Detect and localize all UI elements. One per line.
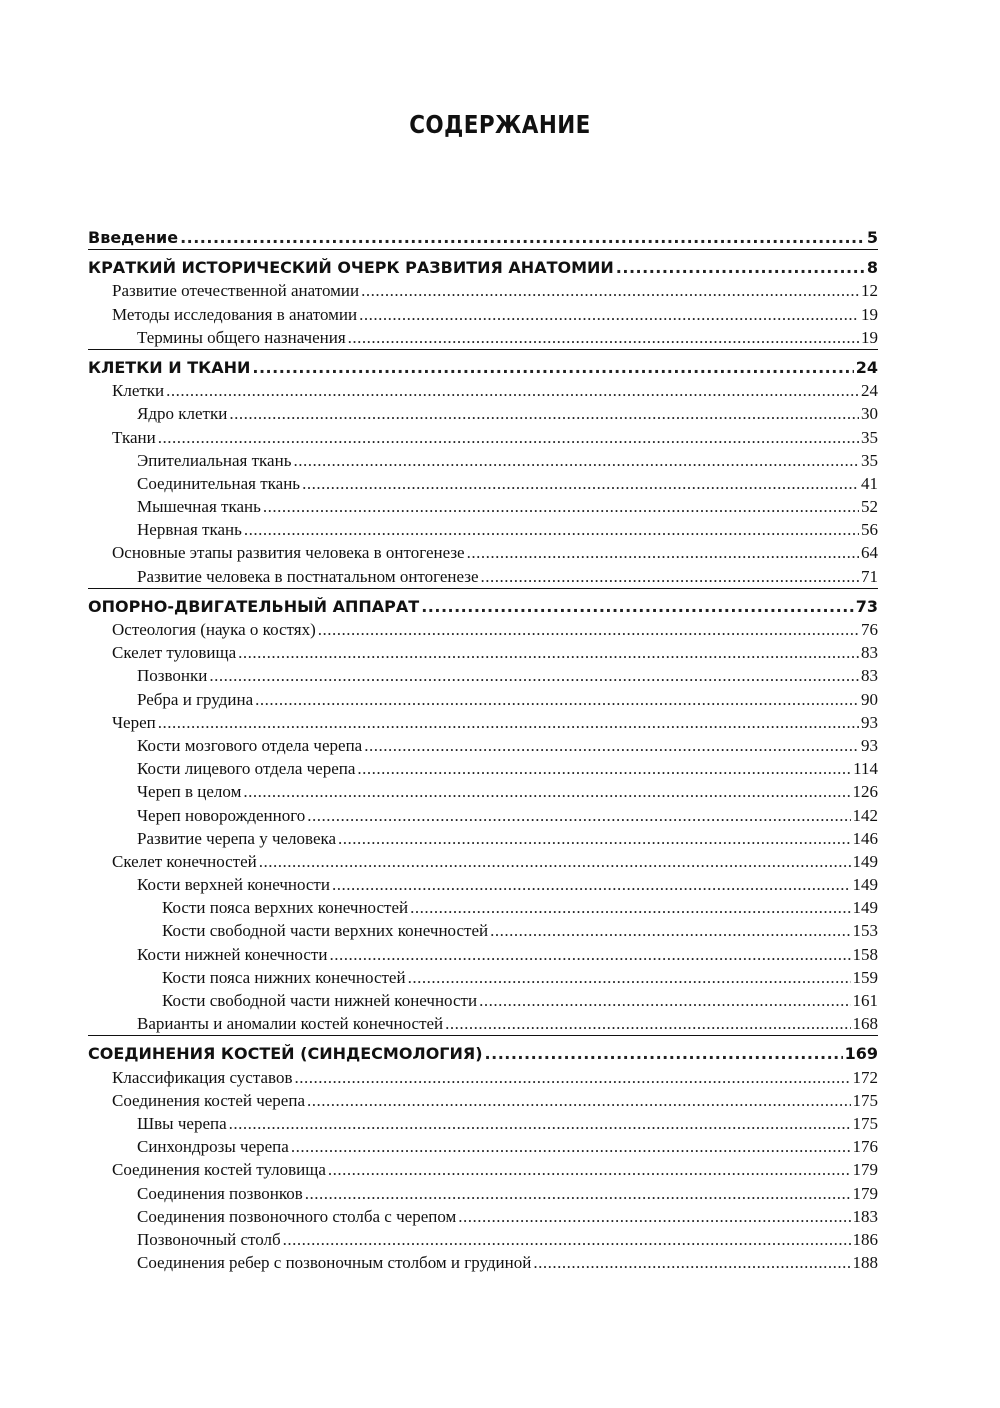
toc-entry[interactable] bbox=[88, 303, 878, 326]
toc-entry-label: Термины общего назначения bbox=[137, 327, 346, 347]
toc-entry-label: Кости свободной части нижней конечности bbox=[162, 991, 478, 1010]
toc-entry-page: 149 bbox=[852, 875, 878, 895]
toc-entry-page: 12 bbox=[861, 281, 878, 301]
toc-entry-page: 71 bbox=[861, 566, 878, 586]
dot-leader bbox=[408, 966, 851, 989]
toc-entry-label: Соединения ребер с позвоночным столбом и грудиной bbox=[137, 1253, 532, 1273]
dot-leader bbox=[307, 1089, 851, 1112]
dot-leader bbox=[490, 919, 850, 942]
dot-leader bbox=[255, 688, 859, 711]
dot-leader bbox=[229, 402, 859, 425]
toc-entry-page: 161 bbox=[852, 991, 878, 1010]
toc-entry-page: 169 bbox=[844, 1044, 878, 1064]
toc-entry[interactable] bbox=[88, 896, 878, 919]
toc-entry-label: Кости свободной части верхних конечностей bbox=[162, 921, 489, 941]
toc-entry-label: Ребра и грудина bbox=[137, 689, 254, 709]
dot-leader bbox=[166, 379, 859, 402]
dot-leader bbox=[158, 711, 859, 734]
toc-entry-label: Нервная ткань bbox=[137, 520, 242, 540]
toc-entry-page: 188 bbox=[852, 1253, 878, 1273]
toc-entry-label: Остеология (наука о костях) bbox=[112, 620, 316, 639]
dot-leader bbox=[421, 595, 854, 618]
toc-entry-label: Соединения костей туловища bbox=[112, 1160, 326, 1180]
toc-entry-label: Соединения позвоночного столба с черепом bbox=[137, 1206, 457, 1226]
toc-entry[interactable] bbox=[88, 472, 878, 495]
dot-leader bbox=[244, 518, 859, 541]
dot-leader bbox=[293, 449, 859, 472]
toc-entry-label: ОПОРНО-ДВИГАТЕЛЬНЫЙ АППАРАТ bbox=[88, 596, 420, 616]
toc-entry-page: 176 bbox=[852, 1137, 878, 1157]
toc-entry-label: Позвоночный столб bbox=[137, 1229, 281, 1249]
toc-entry-page: 76 bbox=[861, 620, 878, 639]
toc-entry[interactable] bbox=[88, 618, 878, 641]
dot-leader bbox=[283, 1228, 851, 1251]
toc-entry-label: Развитие отечественной анатомии bbox=[112, 281, 360, 301]
dot-leader bbox=[458, 1205, 850, 1228]
toc-entry-label: КРАТКИЙ ИСТОРИЧЕСКИЙ ОЧЕРК РАЗВИТИЯ АНАТОМИИ bbox=[88, 258, 614, 278]
dot-leader bbox=[332, 873, 851, 896]
toc-entry-page: 24 bbox=[855, 357, 878, 377]
toc-entry[interactable] bbox=[88, 1066, 878, 1089]
toc-entry-label: Кости пояса верхних конечностей bbox=[162, 898, 409, 918]
toc-entry-page: 146 bbox=[852, 828, 878, 848]
toc-entry-page: 93 bbox=[861, 735, 878, 755]
toc-entry-page: 35 bbox=[861, 427, 878, 447]
toc-entry[interactable] bbox=[88, 565, 878, 589]
toc-entry-page: 149 bbox=[852, 851, 878, 871]
toc-entry-label: Развитие черепа у человека bbox=[137, 828, 337, 848]
toc-entry[interactable] bbox=[88, 919, 878, 942]
dot-leader bbox=[243, 780, 850, 803]
dot-leader bbox=[364, 734, 859, 757]
toc-section-entry[interactable] bbox=[88, 595, 878, 618]
toc-entry-label: Череп bbox=[112, 712, 156, 732]
dot-leader bbox=[348, 326, 859, 349]
toc-entry[interactable] bbox=[88, 850, 878, 873]
toc-entry[interactable] bbox=[88, 1158, 878, 1181]
toc-entry[interactable] bbox=[88, 1135, 878, 1158]
dot-leader bbox=[291, 1135, 851, 1158]
dot-leader bbox=[302, 472, 859, 495]
toc-entry[interactable] bbox=[88, 1012, 878, 1036]
toc-entry[interactable] bbox=[88, 734, 878, 757]
toc-entry-label: Ядро клетки bbox=[137, 404, 228, 424]
toc-entry-page: 158 bbox=[852, 944, 878, 964]
toc-entry[interactable] bbox=[88, 1182, 878, 1205]
toc-entry[interactable] bbox=[88, 827, 878, 850]
toc-entry-label: Классификация суставов bbox=[112, 1067, 293, 1087]
toc-entry-page: 172 bbox=[852, 1067, 878, 1087]
toc-entry[interactable] bbox=[88, 641, 878, 664]
dot-leader bbox=[467, 541, 859, 564]
dot-leader bbox=[263, 495, 859, 518]
toc-entry-label: Клетки bbox=[112, 381, 165, 401]
toc-entry[interactable] bbox=[88, 495, 878, 518]
toc-entry[interactable] bbox=[88, 1205, 878, 1228]
toc-entry-page: 183 bbox=[852, 1206, 878, 1226]
toc-entry[interactable] bbox=[88, 780, 878, 803]
toc-entry-page: 114 bbox=[853, 759, 878, 779]
toc-entry[interactable] bbox=[88, 664, 878, 687]
toc-entry-page: 35 bbox=[861, 450, 878, 470]
dot-leader bbox=[445, 1012, 850, 1035]
toc-entry-label: Основные этапы развития человека в онтогенезе bbox=[112, 543, 465, 563]
toc-entry-label: Мышечная ткань bbox=[137, 497, 261, 517]
dot-leader bbox=[533, 1251, 850, 1274]
toc-section-entry[interactable] bbox=[88, 256, 878, 279]
toc-entry-page: 175 bbox=[852, 1090, 878, 1110]
toc-section-entry[interactable] bbox=[88, 226, 878, 250]
dot-leader bbox=[329, 943, 850, 966]
toc-section-entry[interactable] bbox=[88, 1042, 878, 1065]
toc-entry-page: 83 bbox=[861, 666, 878, 686]
dot-leader bbox=[305, 1182, 851, 1205]
toc-entry[interactable] bbox=[88, 326, 878, 350]
dot-leader bbox=[318, 618, 859, 641]
toc-entry-page: 186 bbox=[852, 1229, 878, 1249]
toc-entry-label: Череп новорожденного bbox=[137, 805, 306, 825]
toc-entry-page: 52 bbox=[861, 497, 878, 517]
toc-entry-page: 30 bbox=[861, 404, 878, 424]
toc-entry-page: 175 bbox=[852, 1113, 878, 1133]
toc-entry-page: 8 bbox=[866, 258, 878, 278]
toc-entry-label: Кости мозгового отдела черепа bbox=[137, 735, 363, 755]
dot-leader bbox=[359, 303, 859, 326]
page-title: СОДЕРЖАНИЕ bbox=[409, 110, 591, 139]
dot-leader bbox=[357, 757, 851, 780]
toc-entry-label: Скелет конечностей bbox=[112, 851, 257, 871]
toc-entry[interactable] bbox=[88, 541, 878, 564]
toc-entry[interactable] bbox=[88, 804, 878, 827]
toc-entry[interactable] bbox=[88, 873, 878, 896]
dot-leader bbox=[616, 256, 865, 279]
toc-entry-label: Методы исследования в анатомии bbox=[112, 304, 358, 324]
dot-leader bbox=[180, 226, 865, 249]
dot-leader bbox=[481, 565, 859, 588]
toc-entry-label: Швы черепа bbox=[137, 1113, 227, 1133]
toc-entry-page: 19 bbox=[861, 327, 878, 347]
dot-leader bbox=[361, 279, 859, 302]
toc-entry[interactable] bbox=[88, 943, 878, 966]
toc-entry-page: 153 bbox=[852, 921, 878, 941]
toc-entry-label: КЛЕТКИ И ТКАНИ bbox=[88, 357, 251, 377]
toc-entry-label: Скелет туловища bbox=[112, 643, 237, 663]
dot-leader bbox=[328, 1158, 851, 1181]
dot-leader bbox=[158, 426, 859, 449]
dot-leader bbox=[485, 1042, 843, 1065]
dot-leader bbox=[229, 1112, 851, 1135]
toc-entry-label: Кости нижней конечности bbox=[137, 944, 328, 964]
toc-entry-page: 24 bbox=[861, 381, 878, 401]
toc-entry-label: Череп в целом bbox=[137, 782, 242, 802]
dot-leader bbox=[294, 1066, 850, 1089]
dot-leader bbox=[479, 989, 850, 1012]
toc-entry-label: Ткани bbox=[112, 427, 156, 447]
toc-entry-label: Соединения костей черепа bbox=[112, 1090, 305, 1110]
toc-entry[interactable] bbox=[88, 688, 878, 711]
toc-entry[interactable] bbox=[88, 1112, 878, 1135]
toc-entry[interactable] bbox=[88, 757, 878, 780]
toc-entry-label: Кости лицевого отдела черепа bbox=[137, 759, 356, 779]
toc-entry-page: 149 bbox=[852, 898, 878, 918]
toc-entry-label: Синхондрозы черепа bbox=[137, 1137, 289, 1157]
dot-leader bbox=[410, 896, 850, 919]
toc-entry[interactable] bbox=[88, 989, 878, 1012]
dot-leader bbox=[252, 356, 853, 379]
toc-entry-page: 5 bbox=[866, 228, 878, 247]
toc-entry[interactable] bbox=[88, 1251, 878, 1274]
toc-entry-label: Кости верхней конечности bbox=[137, 875, 330, 895]
toc-entry-label: Соединительная ткань bbox=[137, 473, 301, 493]
dot-leader bbox=[209, 664, 859, 687]
toc-entry-label: Развитие человека в постнатальном онтогенезе bbox=[137, 566, 479, 586]
table-of-contents bbox=[88, 226, 878, 1274]
toc-entry[interactable] bbox=[88, 518, 878, 541]
toc-entry[interactable] bbox=[88, 966, 878, 989]
toc-entry-label: Соединения позвонков bbox=[137, 1183, 303, 1203]
toc-entry-page: 168 bbox=[852, 1014, 878, 1034]
toc-entry-page: 159 bbox=[852, 967, 878, 987]
dot-leader bbox=[238, 641, 859, 664]
toc-entry-page: 93 bbox=[861, 712, 878, 732]
toc-entry-label: Варианты и аномалии костей конечностей bbox=[137, 1014, 444, 1034]
dot-leader bbox=[338, 827, 850, 850]
dot-leader bbox=[259, 850, 851, 873]
toc-entry-label: СОЕДИНЕНИЯ КОСТЕЙ (СИНДЕСМОЛОГИЯ) bbox=[88, 1044, 483, 1064]
toc-entry-page: 142 bbox=[852, 805, 878, 825]
dot-leader bbox=[307, 804, 850, 827]
toc-entry-page: 73 bbox=[855, 596, 878, 616]
toc-entry-page: 41 bbox=[861, 473, 878, 493]
toc-entry-page: 179 bbox=[852, 1183, 878, 1203]
toc-entry[interactable] bbox=[88, 279, 878, 302]
toc-entry[interactable] bbox=[88, 711, 878, 734]
toc-entry-page: 56 bbox=[861, 520, 878, 540]
toc-entry-page: 19 bbox=[861, 304, 878, 324]
toc-entry[interactable] bbox=[88, 426, 878, 449]
toc-entry-label: Эпителиальная ткань bbox=[137, 450, 292, 470]
toc-entry-label: Введение bbox=[88, 228, 179, 247]
toc-entry[interactable] bbox=[88, 449, 878, 472]
toc-entry-label: Позвонки bbox=[137, 666, 208, 686]
toc-entry-page: 179 bbox=[852, 1160, 878, 1180]
toc-entry-page: 90 bbox=[861, 689, 878, 709]
toc-entry-label: Кости пояса нижних конечностей bbox=[162, 967, 406, 987]
toc-entry[interactable] bbox=[88, 379, 878, 402]
toc-entry[interactable] bbox=[88, 402, 878, 425]
toc-entry[interactable] bbox=[88, 1089, 878, 1112]
toc-entry[interactable] bbox=[88, 1228, 878, 1251]
toc-entry-page: 126 bbox=[852, 782, 878, 802]
toc-entry-page: 64 bbox=[861, 543, 878, 563]
toc-section-entry[interactable] bbox=[88, 356, 878, 379]
toc-entry-page: 83 bbox=[861, 643, 878, 663]
